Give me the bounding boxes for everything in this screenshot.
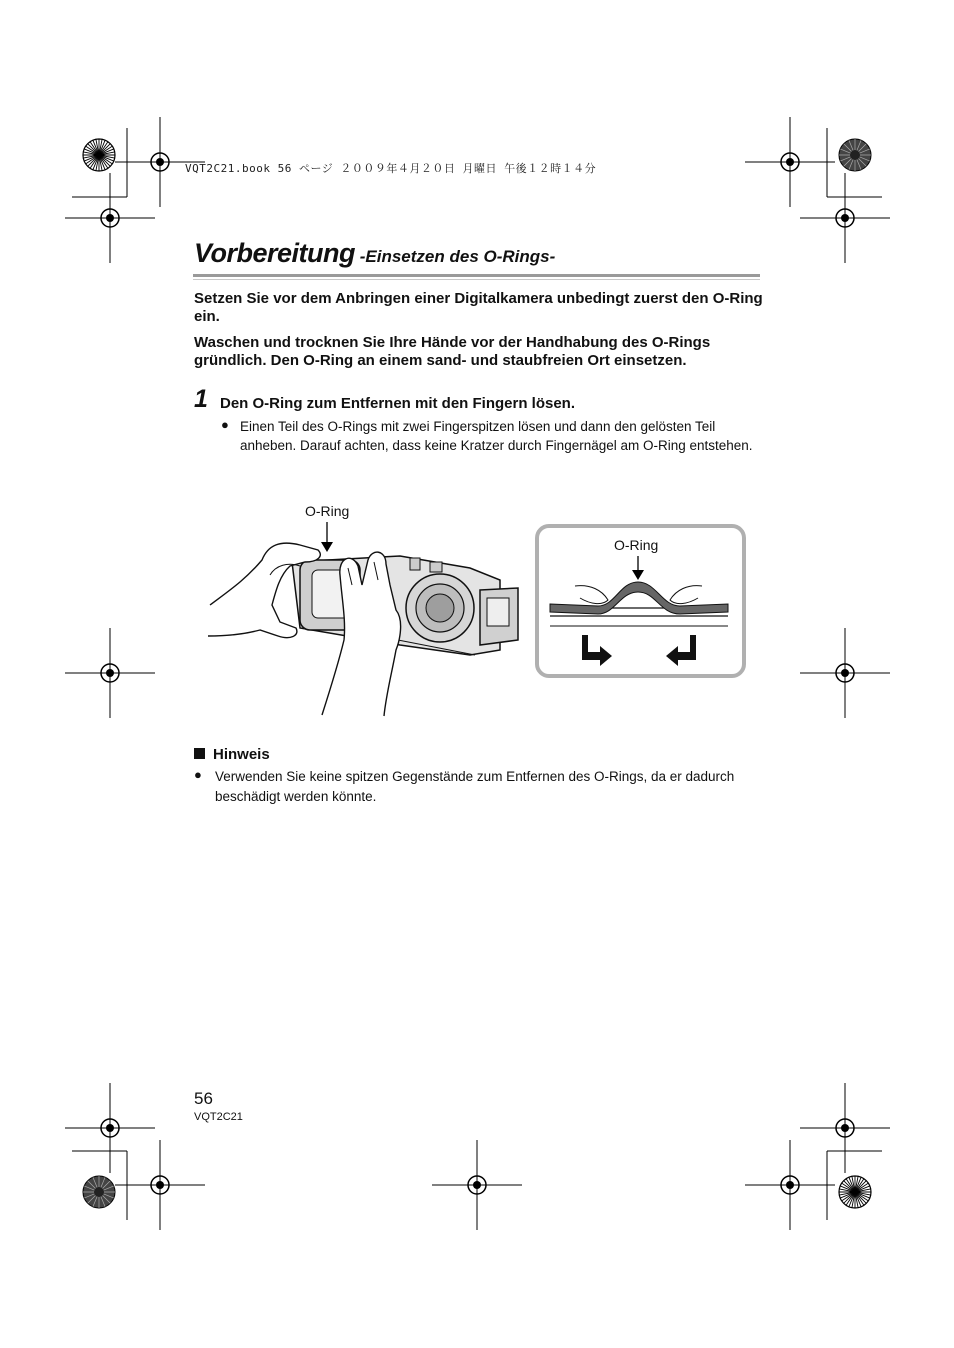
page-number: 56 bbox=[194, 1089, 213, 1108]
step-number: 1 bbox=[194, 385, 208, 413]
figure-label-right: O-Ring bbox=[614, 537, 659, 553]
note-heading-text: Hinweis bbox=[213, 746, 270, 763]
step-bullet: ● bbox=[221, 417, 229, 432]
figure-label-left: O-Ring bbox=[305, 503, 350, 519]
print-info-header: VQT2C21.book 56 ページ ２００９年４月２０日 月曜日 午後１２時１４分 bbox=[185, 162, 597, 175]
step-heading: Den O-Ring zum Entfernen mit den Fingern lösen. bbox=[220, 395, 576, 412]
intro-paragraph-1: Setzen Sie vor dem Anbringen einer Digitalkamera unbedingt zuerst den O-Ring ein. bbox=[194, 290, 763, 325]
note-square-icon bbox=[194, 748, 205, 759]
title-main: Vorbereitung bbox=[194, 238, 356, 268]
step-detail: Einen Teil des O-Rings mit zwei Fingerspitzen lösen und dann den gelösten Teil anheben. Darauf achten, dass keine Kratzer durch Fingernägel am O-Ring entstehen. bbox=[240, 419, 753, 453]
document-code: VQT2C21 bbox=[194, 1111, 243, 1123]
note-text: Verwenden Sie keine spitzen Gegenstände zum Entfernen des O-Rings, da er dadurch beschädigt werden könnte. bbox=[215, 769, 735, 804]
note-bullet: ● bbox=[194, 767, 202, 782]
intro-paragraph-2: Waschen und trocknen Sie Ihre Hände vor der Handhabung des O-Rings gründlich. Den O-Ring an einem sand- und staubfreien Ort einsetzen. bbox=[194, 334, 711, 369]
title-sub: -Einsetzen des O-Rings- bbox=[355, 247, 556, 266]
note-heading bbox=[194, 746, 270, 763]
